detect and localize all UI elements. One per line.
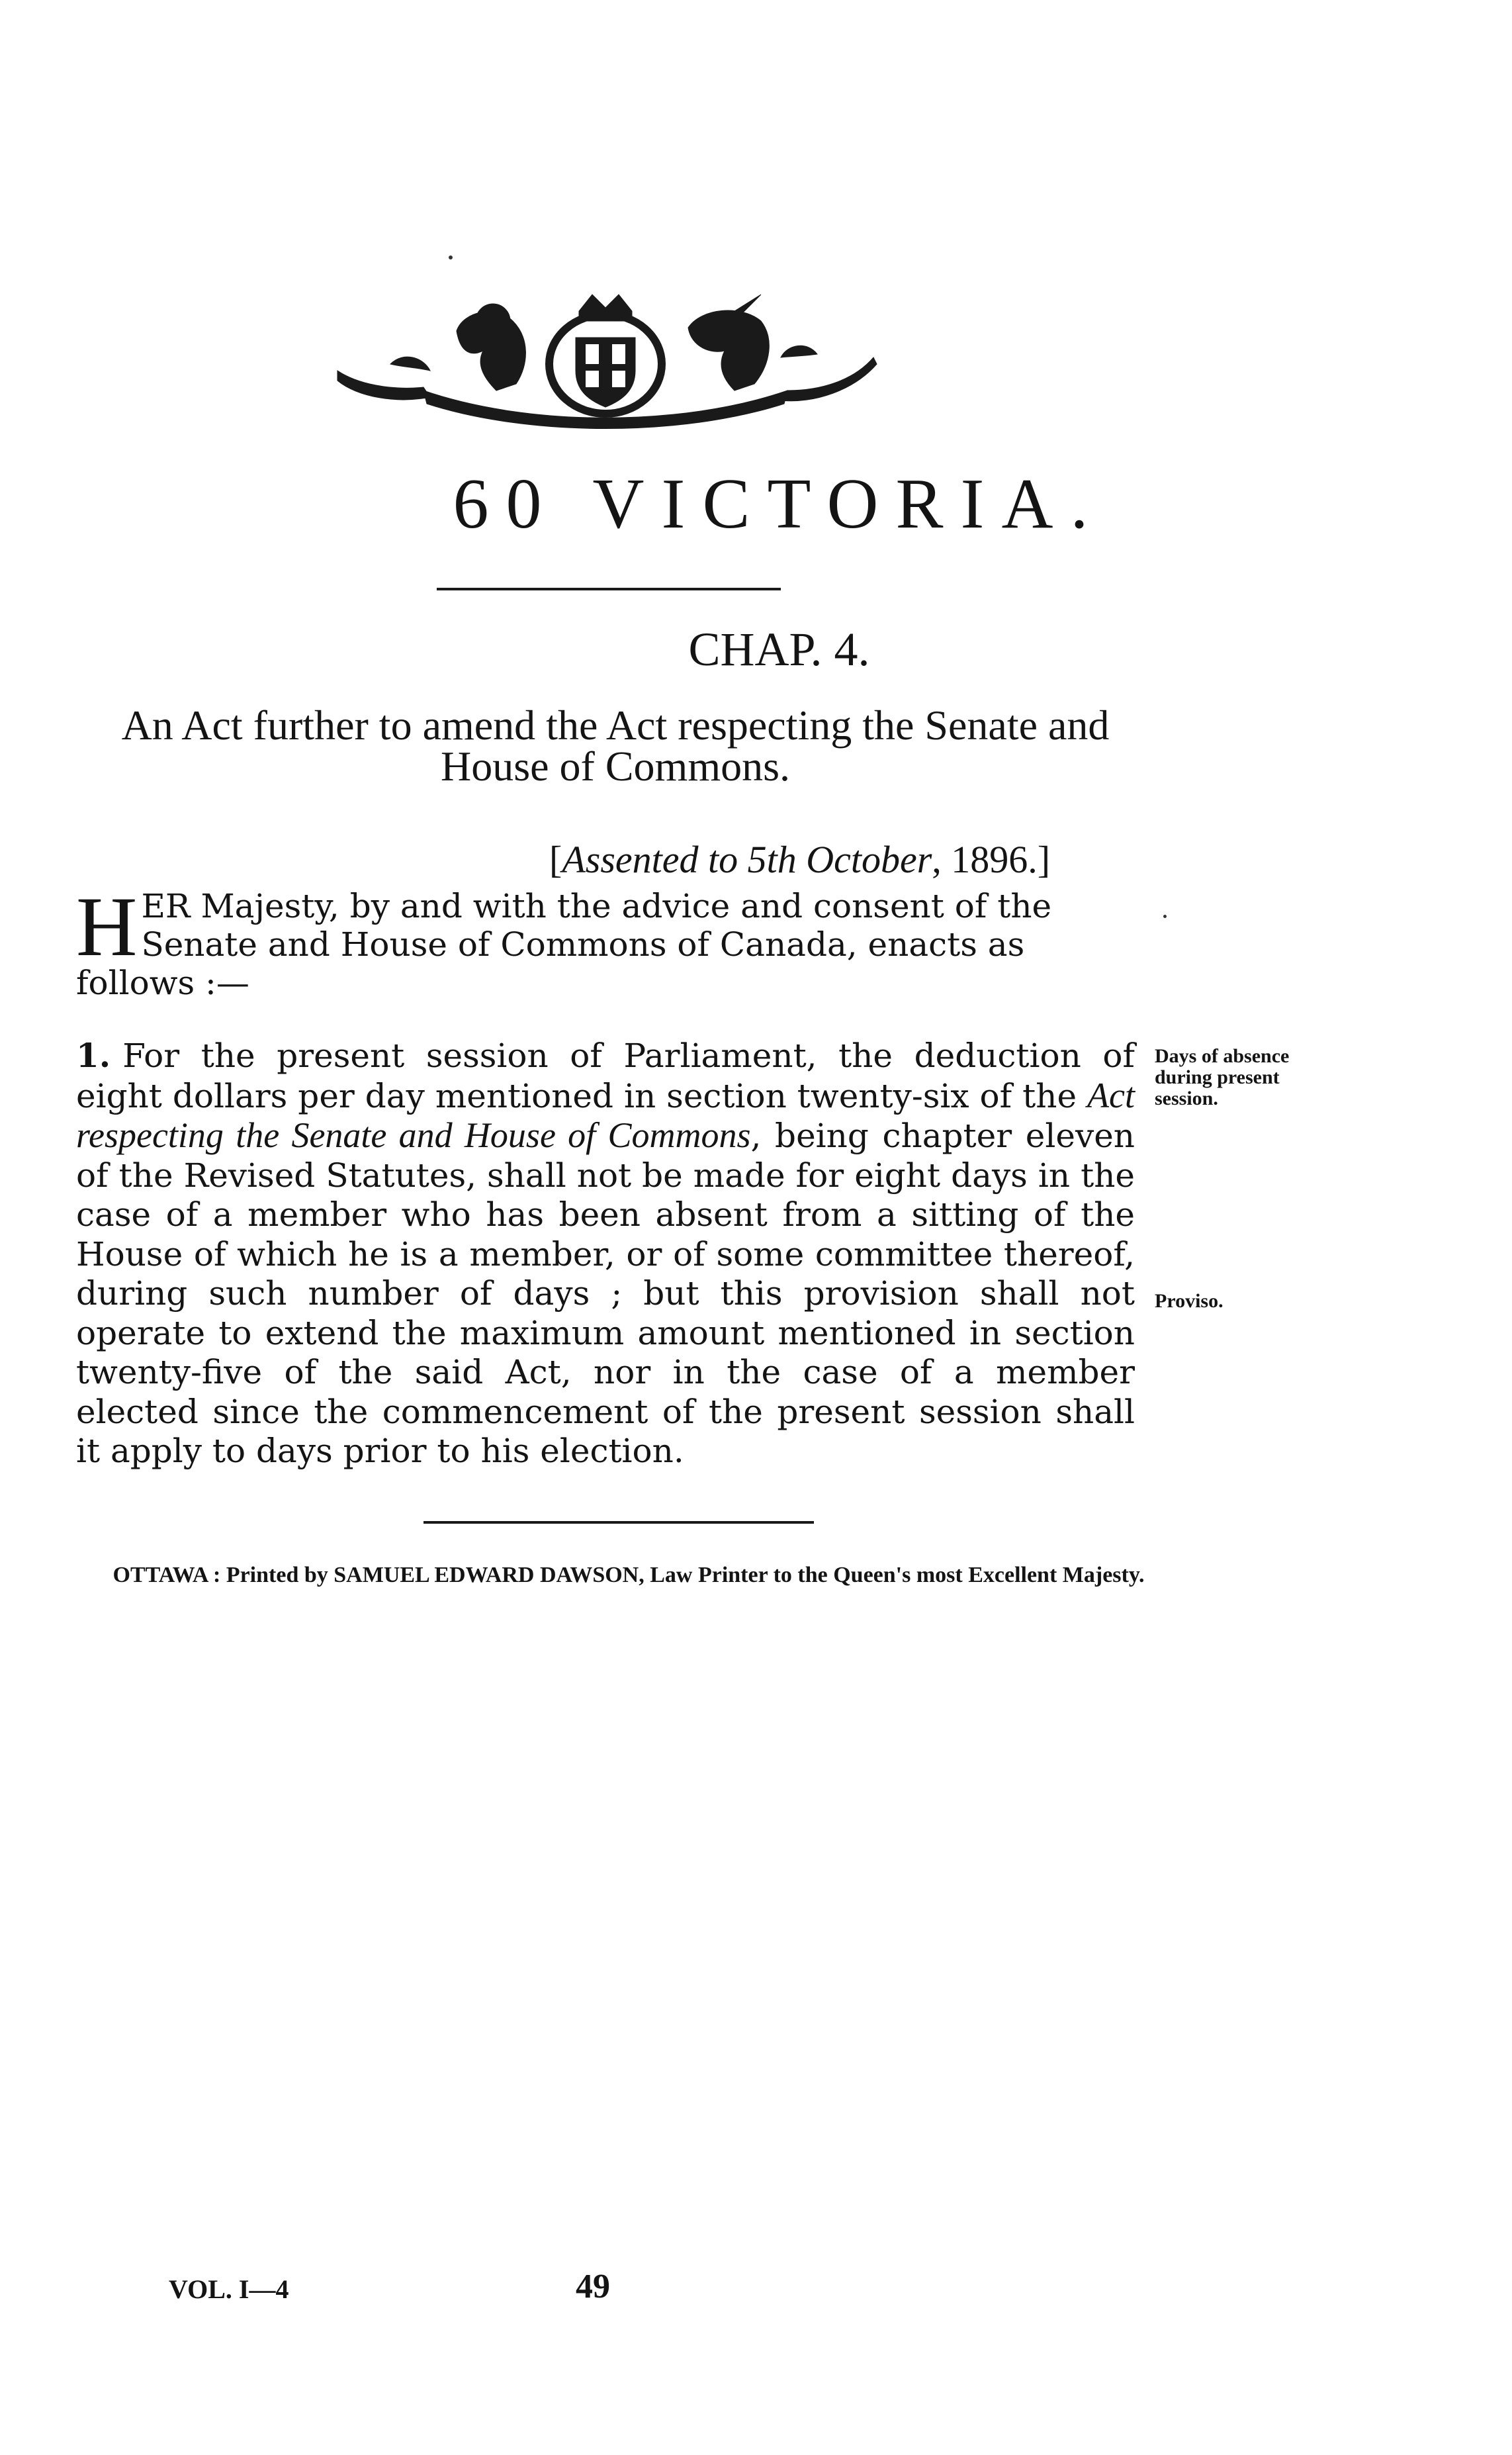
chapter-number: CHAP. 4.: [688, 623, 870, 676]
divider: [437, 588, 781, 590]
divider: [423, 1521, 814, 1524]
royal-coat-of-arms-icon: [331, 291, 880, 437]
drop-cap: H: [76, 880, 138, 974]
speck-mark: [1163, 915, 1167, 918]
enacting-clause: [76, 880, 1135, 1002]
enacting-text: ER Majesty, by and with the advice and consent of the Senate and House of Commons of Canada, enacts as follows :—: [76, 887, 1052, 1002]
section-number: 1.: [76, 1036, 111, 1075]
volume-signature: VOL. I—4: [169, 2274, 289, 2304]
page-title: 60 VICTORIA.: [453, 465, 1106, 543]
section-text-start: For the present session of Parliament, the deduction of eight dollars per day mentioned in section twenty-six of the: [76, 1037, 1135, 1115]
page-number: 49: [576, 2268, 610, 2305]
section-1: [76, 1036, 1135, 1471]
margin-note-days-of-absence: Days of absence during present session.: [1155, 1045, 1290, 1109]
section-act-citation: Act respecting the Senate and House of Commons: [76, 1075, 1135, 1155]
margin-note-proviso: Proviso.: [1155, 1290, 1223, 1312]
assent-prefix: Assented to 5th October: [562, 838, 932, 881]
speck-mark: [449, 255, 453, 259]
assent-year: , 1896.: [932, 838, 1038, 881]
section-text-end: , being chapter eleven of the Revised Statutes, shall not be made for eight days in the case of a member who has been absent from a sitting of the House of which he is a member, or of some committee thereof, during such number of days ; but this provision shall not operate to extend the maximum amount mentioned in section twenty-five of the said Act, nor in the case of a member elected since the commencement of the present session shall it apply to days prior to his election.: [76, 1117, 1135, 1470]
act-title: An Act further to amend the Act respecting the Senate and House of Commons.: [121, 702, 1110, 790]
assent-date: [Assented to 5th October, 1896.]: [549, 838, 1051, 881]
printer-imprint: OTTAWA : Printed by SAMUEL EDWARD DAWSON, Law Printer to the Queen's most Excellent Majesty.: [112, 1563, 1145, 1587]
